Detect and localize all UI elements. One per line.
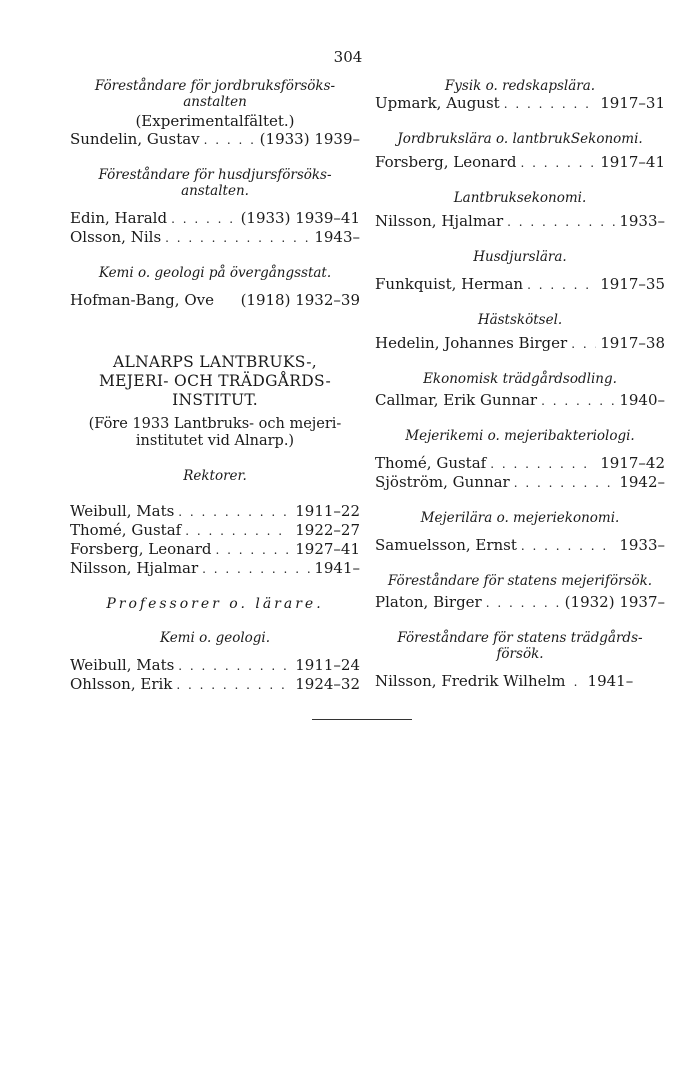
person-name: Hedelin, Johannes Birger <box>375 334 568 352</box>
list-item <box>70 291 360 309</box>
list-item <box>70 228 360 247</box>
section-heading: anstalten <box>183 94 247 110</box>
dot-leader <box>527 276 596 294</box>
years: 1917–35 <box>600 275 665 293</box>
person-name: Weibull, Mats <box>70 502 175 520</box>
section-heading: Ekonomisk trädgårdsodling. <box>423 371 617 387</box>
list-item <box>375 593 665 612</box>
institution-note: (Före 1933 Lantbruks- och mejeri- <box>88 416 342 432</box>
person-name: Edin, Harald <box>70 209 168 227</box>
dot-leader <box>507 213 615 231</box>
section-heading: försök. <box>496 646 544 662</box>
person-name: Nilsson, Hjalmar <box>70 559 199 577</box>
dot-leader <box>571 335 596 353</box>
person-name: Thomé, Gustaf <box>70 521 182 539</box>
years: 1911–22 <box>295 502 360 520</box>
list-item: Nilsson, Fredrik Wilhelm . 1941– <box>375 672 634 690</box>
years: (1932) 1937– <box>564 593 665 611</box>
section-heading: Lantbruksekonomi. <box>453 190 587 206</box>
institution-note: institutet vid Alnarp.) <box>135 433 295 449</box>
person-name: Callmar, Erik Gunnar <box>375 391 538 409</box>
dot-leader <box>514 474 616 492</box>
section-heading: Föreståndare för statens mejeriförsök. <box>387 573 653 589</box>
list-item <box>70 521 360 540</box>
person-name: Upmark, August <box>375 94 500 112</box>
section-subheading: (Experimentalfältet.) <box>135 112 295 130</box>
section-heading: Föreståndare för statens trädgårds- <box>397 630 643 646</box>
years: (1933) 1939– <box>259 130 360 148</box>
years: 1917–31 <box>600 94 665 112</box>
dot-leader <box>202 560 310 578</box>
years: 1924–32 <box>295 675 360 693</box>
section-heading: Rektorer. <box>183 468 247 484</box>
section-heading: Mejerikemi o. mejeribakteriologi. <box>405 428 635 444</box>
section-heading: Jordbrukslära o. lantbrukSekonomi. <box>397 131 643 147</box>
years: 1940– <box>619 391 665 409</box>
dot-leader <box>185 522 291 540</box>
dot-leader <box>216 541 292 559</box>
years: 1922–27 <box>295 521 360 539</box>
years: 1917–41 <box>600 153 665 171</box>
years: 1911–24 <box>295 656 360 674</box>
list-item <box>375 391 665 410</box>
years: 1917–38 <box>600 334 665 352</box>
list-item <box>70 130 360 149</box>
person-name: Thomé, Gustaf <box>375 454 487 472</box>
person-name: Nilsson, Hjalmar <box>375 212 504 230</box>
years: 1941– <box>587 672 634 690</box>
person-name: Sundelin, Gustav <box>70 130 200 148</box>
section-heading: Kemi o. geologi. <box>159 630 271 646</box>
years: 1917–42 <box>600 454 665 472</box>
left-column <box>70 78 360 694</box>
dot-leader <box>490 455 596 473</box>
dot-leader <box>486 594 561 612</box>
dot-leader <box>178 657 291 675</box>
person-name: Forsberg, Leonard <box>375 153 517 171</box>
person-name: Weibull, Mats <box>70 656 175 674</box>
section-heading: Föreståndare för jordbruksförsöks- <box>94 78 336 94</box>
dot-leader <box>176 676 291 694</box>
list-item <box>70 540 360 559</box>
list-item <box>70 656 360 675</box>
institution-title: ALNARPS LANTBRUKS-, <box>112 353 318 371</box>
list-item <box>70 559 360 578</box>
person-name: Funkquist, Herman <box>375 275 524 293</box>
years: (1918) 1932–39 <box>240 291 360 309</box>
years: 1941– <box>314 559 360 577</box>
list-item <box>375 473 665 492</box>
person-name: Hofman-Bang, Ove <box>70 291 214 309</box>
section-heading: anstalten. <box>181 183 249 199</box>
dot-leader <box>204 131 256 149</box>
person-name: Forsberg, Leonard <box>70 540 212 558</box>
list-item <box>375 212 665 231</box>
list-item <box>375 153 665 172</box>
dot-leader <box>165 229 310 247</box>
section-heading: Husdjurslära. <box>473 249 567 265</box>
section-heading: Föreståndare för husdjursförsöks- <box>98 167 332 183</box>
section-heading: Kemi o. geologi på övergångsstat. <box>98 265 332 281</box>
right-column <box>375 78 665 691</box>
person-name: Platon, Birger <box>375 593 482 611</box>
years: 1943– <box>314 228 360 246</box>
dot-leader <box>521 154 597 172</box>
section-heading: Mejerilära o. mejeriekonomi. <box>420 510 620 526</box>
list-item <box>70 502 360 521</box>
institution-title: INSTITUT. <box>172 391 258 409</box>
divider-rule <box>312 719 412 720</box>
person-name: Samuelsson, Ernst <box>375 536 517 554</box>
years: 1933– <box>619 212 665 230</box>
page-number: 304 <box>333 48 363 66</box>
section-heading: Hästskötsel. <box>477 312 563 328</box>
years: (1933) 1939–41 <box>240 209 360 227</box>
list-item <box>70 675 360 694</box>
person-name: Nilsson, Fredrik Wilhelm <box>375 672 566 690</box>
years: 1933– <box>619 536 665 554</box>
person-name: Ohlsson, Erik <box>70 675 173 693</box>
dot-leader <box>521 537 615 555</box>
dot-leader <box>504 95 597 113</box>
section-heading: Fysik o. redskapslära. <box>444 78 596 94</box>
years: 1942– <box>619 473 665 491</box>
institution-title: MEJERI- OCH TRÄDGÅRDS- <box>98 372 331 390</box>
list-item <box>375 334 665 353</box>
person-name: Olsson, Nils <box>70 228 162 246</box>
section-heading: Professorer o. lärare. <box>106 596 324 612</box>
list-item <box>375 94 665 113</box>
list-item <box>375 275 665 294</box>
list-item <box>375 454 665 473</box>
list-item <box>70 209 360 228</box>
list-item <box>375 536 665 555</box>
dot-leader <box>541 392 615 410</box>
years: 1927–41 <box>295 540 360 558</box>
dot-leader <box>171 210 236 228</box>
dot-leader <box>178 503 291 521</box>
person-name: Sjöström, Gunnar <box>375 473 510 491</box>
